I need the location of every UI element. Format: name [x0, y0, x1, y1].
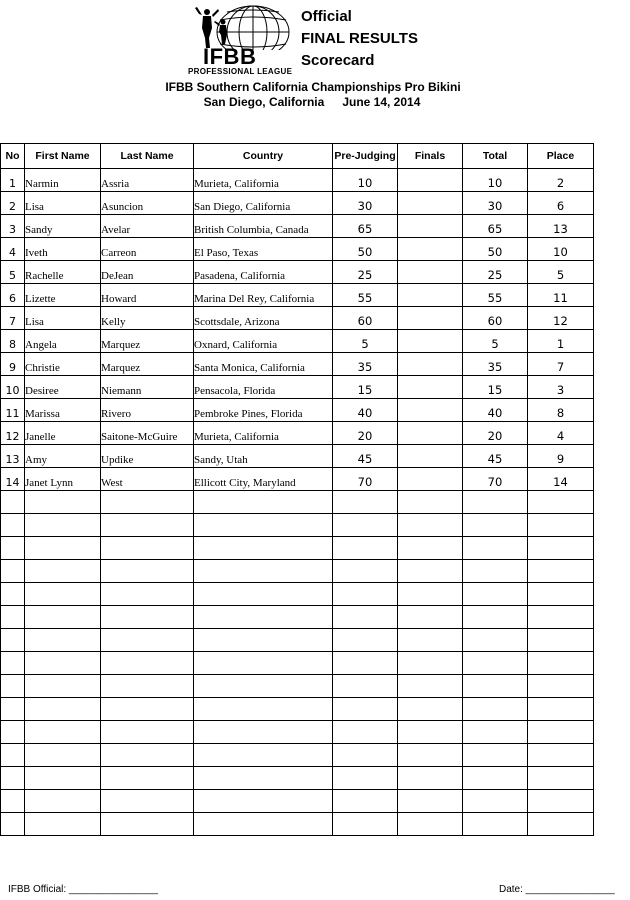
official-signature-line: IFBB Official: ________________ — [8, 884, 158, 895]
cell-no: 10 — [1, 376, 25, 399]
cell-place — [528, 537, 594, 560]
table-row — [1, 284, 594, 307]
date-line: Date: ________________ — [499, 884, 615, 895]
cell-total: 30 — [463, 192, 528, 215]
cell-total — [463, 813, 528, 836]
cell-finals — [398, 238, 463, 261]
cell-total: 15 — [463, 376, 528, 399]
cell-total: 10 — [463, 169, 528, 192]
cell-no — [1, 813, 25, 836]
cell-total: 5 — [463, 330, 528, 353]
cell-no — [1, 675, 25, 698]
column-header-place: Place — [528, 144, 594, 169]
cell-country — [194, 790, 333, 813]
table-row — [1, 261, 594, 284]
column-header-country: Country — [194, 144, 333, 169]
cell-place: 9 — [528, 445, 594, 468]
title-final-results: FINAL RESULTS — [301, 30, 418, 47]
cell-first-name: Sandy — [25, 215, 101, 238]
cell-last-name — [101, 514, 194, 537]
table-row — [1, 583, 594, 606]
cell-no: 4 — [1, 238, 25, 261]
cell-no: 5 — [1, 261, 25, 284]
cell-total: 25 — [463, 261, 528, 284]
cell-first-name: Narmin — [25, 169, 101, 192]
cell-total — [463, 560, 528, 583]
cell-first-name — [25, 698, 101, 721]
cell-country — [194, 514, 333, 537]
cell-last-name — [101, 583, 194, 606]
cell-pre-judging: 45 — [333, 445, 398, 468]
event-location-date — [0, 95, 627, 109]
cell-no — [1, 514, 25, 537]
cell-finals — [398, 813, 463, 836]
cell-country: Sandy, Utah — [194, 445, 333, 468]
cell-place: 5 — [528, 261, 594, 284]
cell-last-name — [101, 721, 194, 744]
cell-pre-judging: 20 — [333, 422, 398, 445]
cell-place: 14 — [528, 468, 594, 491]
cell-first-name: Lisa — [25, 192, 101, 215]
cell-total: 55 — [463, 284, 528, 307]
cell-first-name: Iveth — [25, 238, 101, 261]
cell-place: 1 — [528, 330, 594, 353]
cell-place — [528, 491, 594, 514]
cell-total — [463, 698, 528, 721]
cell-total: 65 — [463, 215, 528, 238]
cell-place: 11 — [528, 284, 594, 307]
cell-pre-judging — [333, 813, 398, 836]
cell-pre-judging: 15 — [333, 376, 398, 399]
cell-finals — [398, 422, 463, 445]
cell-last-name — [101, 675, 194, 698]
cell-last-name: Carreon — [101, 238, 194, 261]
cell-country: San Diego, California — [194, 192, 333, 215]
cell-country — [194, 744, 333, 767]
table-row — [1, 514, 594, 537]
table-row — [1, 790, 594, 813]
cell-pre-judging — [333, 790, 398, 813]
cell-no — [1, 721, 25, 744]
cell-pre-judging — [333, 560, 398, 583]
logo-subtext: PROFESSIONAL LEAGUE — [188, 67, 293, 76]
table-row — [1, 376, 594, 399]
cell-first-name — [25, 606, 101, 629]
cell-pre-judging: 70 — [333, 468, 398, 491]
cell-first-name: Christie — [25, 353, 101, 376]
cell-country: Scottsdale, Arizona — [194, 307, 333, 330]
cell-last-name: Niemann — [101, 376, 194, 399]
cell-total: 35 — [463, 353, 528, 376]
cell-finals — [398, 192, 463, 215]
cell-country — [194, 721, 333, 744]
cell-first-name: Lisa — [25, 307, 101, 330]
cell-pre-judging — [333, 675, 398, 698]
cell-no — [1, 583, 25, 606]
table-row — [1, 192, 594, 215]
page-header — [0, 0, 630, 140]
cell-finals — [398, 491, 463, 514]
cell-place — [528, 790, 594, 813]
cell-last-name: Howard — [101, 284, 194, 307]
table-row — [1, 399, 594, 422]
table-row — [1, 813, 594, 836]
table-row — [1, 330, 594, 353]
cell-country — [194, 675, 333, 698]
cell-place — [528, 560, 594, 583]
cell-pre-judging — [333, 698, 398, 721]
cell-place: 10 — [528, 238, 594, 261]
cell-last-name — [101, 698, 194, 721]
cell-first-name — [25, 790, 101, 813]
cell-finals — [398, 767, 463, 790]
table-row — [1, 238, 594, 261]
cell-total — [463, 606, 528, 629]
cell-finals — [398, 583, 463, 606]
cell-finals — [398, 560, 463, 583]
cell-country — [194, 583, 333, 606]
cell-last-name: Rivero — [101, 399, 194, 422]
cell-no: 9 — [1, 353, 25, 376]
cell-finals — [398, 169, 463, 192]
cell-country — [194, 698, 333, 721]
cell-first-name — [25, 583, 101, 606]
cell-last-name: Marquez — [101, 353, 194, 376]
cell-finals — [398, 514, 463, 537]
cell-pre-judging — [333, 744, 398, 767]
cell-place — [528, 767, 594, 790]
cell-place — [528, 675, 594, 698]
cell-place: 6 — [528, 192, 594, 215]
cell-total — [463, 629, 528, 652]
cell-finals — [398, 468, 463, 491]
cell-pre-judging: 60 — [333, 307, 398, 330]
cell-last-name — [101, 767, 194, 790]
cell-no: 3 — [1, 215, 25, 238]
cell-pre-judging: 55 — [333, 284, 398, 307]
cell-place: 2 — [528, 169, 594, 192]
cell-no — [1, 790, 25, 813]
cell-first-name: Lizette — [25, 284, 101, 307]
cell-total — [463, 652, 528, 675]
table-row — [1, 422, 594, 445]
cell-first-name — [25, 652, 101, 675]
cell-country — [194, 767, 333, 790]
cell-country: British Columbia, Canada — [194, 215, 333, 238]
cell-country: Santa Monica, California — [194, 353, 333, 376]
cell-last-name: Asuncion — [101, 192, 194, 215]
cell-no: 11 — [1, 399, 25, 422]
cell-total — [463, 767, 528, 790]
cell-pre-judging — [333, 652, 398, 675]
cell-pre-judging: 30 — [333, 192, 398, 215]
results-table — [0, 143, 594, 836]
cell-no: 1 — [1, 169, 25, 192]
cell-first-name: Amy — [25, 445, 101, 468]
cell-country — [194, 560, 333, 583]
cell-total: 50 — [463, 238, 528, 261]
cell-last-name — [101, 744, 194, 767]
cell-place: 7 — [528, 353, 594, 376]
cell-total — [463, 514, 528, 537]
cell-place — [528, 583, 594, 606]
cell-finals — [398, 399, 463, 422]
cell-first-name — [25, 514, 101, 537]
cell-pre-judging — [333, 491, 398, 514]
table-row — [1, 675, 594, 698]
cell-place — [528, 721, 594, 744]
column-header-no: No — [1, 144, 25, 169]
event-location: San Diego, California — [203, 95, 325, 109]
cell-total: 60 — [463, 307, 528, 330]
cell-place — [528, 698, 594, 721]
cell-last-name: Kelly — [101, 307, 194, 330]
cell-place — [528, 514, 594, 537]
cell-place — [528, 629, 594, 652]
cell-finals — [398, 330, 463, 353]
cell-country: Pasadena, California — [194, 261, 333, 284]
table-row — [1, 744, 594, 767]
title-scorecard: Scorecard — [301, 52, 375, 69]
cell-place — [528, 744, 594, 767]
cell-pre-judging — [333, 583, 398, 606]
table-row — [1, 767, 594, 790]
cell-pre-judging: 25 — [333, 261, 398, 284]
cell-total: 70 — [463, 468, 528, 491]
table-row — [1, 652, 594, 675]
cell-no: 7 — [1, 307, 25, 330]
cell-country: Ellicott City, Maryland — [194, 468, 333, 491]
cell-first-name: Janet Lynn — [25, 468, 101, 491]
cell-finals — [398, 790, 463, 813]
cell-total — [463, 675, 528, 698]
cell-finals — [398, 445, 463, 468]
table-row — [1, 721, 594, 744]
cell-country: El Paso, Texas — [194, 238, 333, 261]
cell-country — [194, 652, 333, 675]
table-row — [1, 491, 594, 514]
cell-pre-judging — [333, 514, 398, 537]
cell-no — [1, 698, 25, 721]
table-row — [1, 445, 594, 468]
cell-place: 13 — [528, 215, 594, 238]
cell-first-name — [25, 629, 101, 652]
cell-no: 6 — [1, 284, 25, 307]
cell-country — [194, 629, 333, 652]
cell-total — [463, 721, 528, 744]
cell-no — [1, 606, 25, 629]
cell-finals — [398, 744, 463, 767]
cell-country — [194, 491, 333, 514]
table-header-row — [1, 144, 594, 169]
cell-pre-judging — [333, 767, 398, 790]
cell-pre-judging: 40 — [333, 399, 398, 422]
cell-country: Oxnard, California — [194, 330, 333, 353]
cell-pre-judging: 5 — [333, 330, 398, 353]
cell-pre-judging — [333, 721, 398, 744]
cell-total — [463, 583, 528, 606]
cell-pre-judging: 50 — [333, 238, 398, 261]
cell-finals — [398, 284, 463, 307]
cell-finals — [398, 652, 463, 675]
cell-finals — [398, 215, 463, 238]
cell-finals — [398, 307, 463, 330]
column-header-total: Total — [463, 144, 528, 169]
cell-no: 13 — [1, 445, 25, 468]
table-row — [1, 698, 594, 721]
cell-place — [528, 606, 594, 629]
cell-place — [528, 652, 594, 675]
cell-first-name — [25, 560, 101, 583]
table-row — [1, 353, 594, 376]
cell-finals — [398, 537, 463, 560]
table-row — [1, 468, 594, 491]
cell-no — [1, 629, 25, 652]
cell-finals — [398, 629, 463, 652]
cell-last-name: Assria — [101, 169, 194, 192]
event-date: June 14, 2014 — [342, 95, 421, 109]
cell-total — [463, 744, 528, 767]
cell-pre-judging: 65 — [333, 215, 398, 238]
cell-place: 4 — [528, 422, 594, 445]
cell-total — [463, 491, 528, 514]
cell-finals — [398, 376, 463, 399]
cell-finals — [398, 675, 463, 698]
column-header-finals: Finals — [398, 144, 463, 169]
cell-total: 45 — [463, 445, 528, 468]
cell-first-name — [25, 537, 101, 560]
cell-last-name — [101, 652, 194, 675]
cell-country: Pembroke Pines, Florida — [194, 399, 333, 422]
cell-pre-judging — [333, 606, 398, 629]
cell-first-name — [25, 744, 101, 767]
cell-country — [194, 537, 333, 560]
cell-first-name — [25, 767, 101, 790]
cell-pre-judging: 10 — [333, 169, 398, 192]
cell-last-name: Avelar — [101, 215, 194, 238]
cell-last-name: Updike — [101, 445, 194, 468]
cell-pre-judging: 35 — [333, 353, 398, 376]
cell-place: 12 — [528, 307, 594, 330]
table-row — [1, 606, 594, 629]
cell-no — [1, 537, 25, 560]
cell-place: 3 — [528, 376, 594, 399]
cell-country — [194, 813, 333, 836]
cell-last-name: Saitone-McGuire — [101, 422, 194, 445]
cell-country — [194, 606, 333, 629]
cell-finals — [398, 261, 463, 284]
cell-first-name: Angela — [25, 330, 101, 353]
cell-no — [1, 744, 25, 767]
cell-no — [1, 767, 25, 790]
cell-no: 2 — [1, 192, 25, 215]
cell-last-name — [101, 629, 194, 652]
cell-country: Murieta, California — [194, 169, 333, 192]
table-row — [1, 537, 594, 560]
cell-no — [1, 652, 25, 675]
table-body — [1, 169, 594, 836]
cell-no — [1, 491, 25, 514]
column-header-last-name: Last Name — [101, 144, 194, 169]
table-row — [1, 307, 594, 330]
cell-last-name: Marquez — [101, 330, 194, 353]
cell-pre-judging — [333, 629, 398, 652]
cell-no: 8 — [1, 330, 25, 353]
cell-place — [528, 813, 594, 836]
cell-finals — [398, 721, 463, 744]
cell-last-name — [101, 813, 194, 836]
cell-place: 8 — [528, 399, 594, 422]
cell-last-name — [101, 560, 194, 583]
column-header-pre-judging: Pre-Judging — [333, 144, 398, 169]
cell-last-name — [101, 790, 194, 813]
cell-last-name — [101, 491, 194, 514]
title-official: Official — [301, 8, 352, 25]
cell-no: 14 — [1, 468, 25, 491]
cell-first-name — [25, 813, 101, 836]
column-header-first-name: First Name — [25, 144, 101, 169]
cell-first-name — [25, 721, 101, 744]
table-row — [1, 560, 594, 583]
cell-last-name — [101, 537, 194, 560]
cell-finals — [398, 606, 463, 629]
table-row — [1, 629, 594, 652]
cell-first-name — [25, 675, 101, 698]
cell-country: Murieta, California — [194, 422, 333, 445]
cell-country: Marina Del Rey, California — [194, 284, 333, 307]
cell-last-name: DeJean — [101, 261, 194, 284]
cell-finals — [398, 353, 463, 376]
cell-last-name — [101, 606, 194, 629]
table-row — [1, 215, 594, 238]
cell-country: Pensacola, Florida — [194, 376, 333, 399]
cell-pre-judging — [333, 537, 398, 560]
cell-first-name — [25, 491, 101, 514]
cell-total — [463, 790, 528, 813]
cell-total — [463, 537, 528, 560]
cell-total: 40 — [463, 399, 528, 422]
cell-total: 20 — [463, 422, 528, 445]
cell-first-name: Rachelle — [25, 261, 101, 284]
cell-last-name: West — [101, 468, 194, 491]
cell-first-name: Janelle — [25, 422, 101, 445]
cell-finals — [398, 698, 463, 721]
cell-first-name: Desiree — [25, 376, 101, 399]
cell-no — [1, 560, 25, 583]
event-name: IFBB Southern California Championships Pro Bikini — [165, 80, 461, 94]
cell-no: 12 — [1, 422, 25, 445]
logo-text: IFBB — [203, 44, 257, 69]
cell-first-name: Marissa — [25, 399, 101, 422]
table-row — [1, 169, 594, 192]
